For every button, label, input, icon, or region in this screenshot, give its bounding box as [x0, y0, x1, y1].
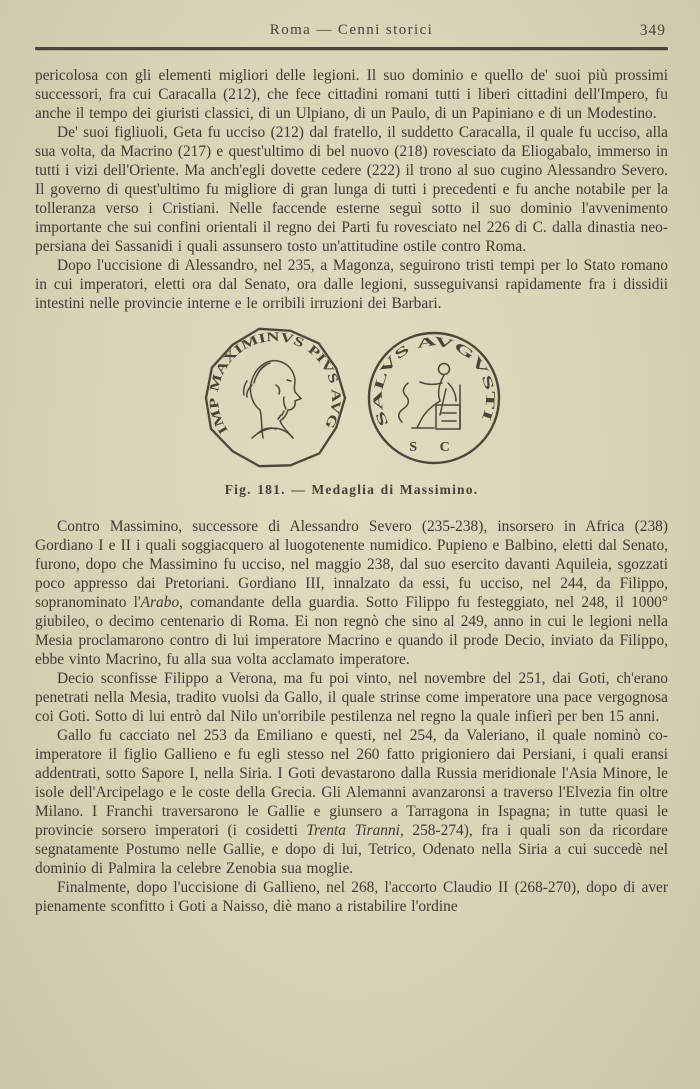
figure-caption: Fig. 181. — Medaglia di Massimino. [224, 482, 479, 497]
text-segment: De' suoi figliuoli, Geta fu ucciso (212) dal fratello, il suddetto Caracalla, il quale fu ucciso, alla sua volta, da Macrino (217) e quest'ultimo di bel nuovo (218) rovesciato da Eliogabalo, immerso in tutti i vizi dell'Oriente. Ma anch'egli dovette cedere (222) il trono al suo cugino Alessandro Severo. Il governo di quest'ultimo fu migliore di gran lunga di tutti i precedenti e fu anche notabile per la tolleranza verso i Cristiani. Nelle faccende esterne seguì sotto il suo dominio l'avvenimento importante che sui confini orientali il regno dei Parti fu rovesciato nel 226 di C. dalla dinastia neo-persiana dei Sassanidi i quali assunsero tosto un'attitudine ostile contro Roma. [35, 124, 668, 255]
paragraphs-before-figure [35, 66, 668, 313]
paragraph-p4 [35, 517, 668, 669]
coin-reverse-illustration [364, 327, 504, 469]
emperor-bust-drawing [243, 361, 300, 438]
svg-text:IMP MAXIMINVS PIVS AVG [205, 329, 344, 437]
paragraphs-after-figure [35, 517, 668, 916]
paragraph-p1 [35, 66, 668, 123]
coin-obverse-legend: IMP MAXIMINVS PIVS AVG [205, 328, 344, 438]
text-segment: Contro Massimino, successore di Alessandro Severo (235-238), insorsero in Africa (238) Gordiano I e II i quali soggiacquero al luogotenente numidico. Pupieno e Balbino, eletti dal Senato, furono, dopo che Massimino fu ucciso, nel maggio 238, dal suo esercito davanti Aquileia, sgozzati poco appresso dai Pretoriani. Gordiano III, innalzato da essi, fu ucciso, nel 244, da Filippo, sopranominato l' [35, 518, 668, 611]
salus-seated-drawing [398, 364, 459, 430]
header-rule [35, 47, 668, 50]
coins-row [35, 325, 668, 471]
coin-obverse-illustration [200, 325, 350, 471]
text-segment: , comandante della guardia. Sotto Filippo fu festeggiato, nel 248, il 1000° giubileo, o decimo centenario di Roma. Ei non regnò che sino al 249, anno in cui le legioni nella Mesia proclamarono contro di lui imperatore Macrino e quando il prode Decio, inviato da Filippo, ebbe vinto Macrino, fu alla sua volta acclamato imperatore. [35, 594, 668, 668]
svg-text:SALVS AVGVSTI [369, 333, 498, 429]
paragraph-p3 [35, 256, 668, 313]
running-head [35, 22, 668, 42]
coin-reverse-legend: SALVS AVGVSTI [369, 333, 498, 429]
text-segment: Decio sconfisse Filippo a Verona, ma fu poi vinto, nel novembre del 251, dai Goti, ch'erano penetrati nella Mesia, tradito vuolsi da Gallo, il quale strinse come imperatore una pace vergognosa coi Goti. Sotto di lui entrò dal Nilo un'orribile pestilenza nel regno la quale infierì per ben 15 anni. [35, 670, 668, 725]
paragraph-p7 [35, 878, 668, 916]
figure-medal [35, 325, 668, 499]
text-segment: Dopo l'uccisione di Alessandro, nel 235, a Magonza, seguirono tristi tempi per lo Stato romano in cui imperatori, eletti ora dal Senato, ora dalle legioni, susseguivansi rapidamente fra i dissidii intestini nelle provincie interne e le orribili irruzioni dei Barbari. [35, 257, 668, 312]
paragraph-p5 [35, 669, 668, 726]
running-head-title: Roma — Cenni storici [269, 22, 434, 38]
text-segment: Gallo fu cacciato nel 253 da Emiliano e questi, nel 254, da Valeriano, il quale nominò co-imperatore il figlio Gallieno e fu egli stesso nel 260 fatto prigioniero dai Persiani, i quali eransi addentrati, sotto Sapore I, nella Siria. I Goti devastarono dalla Russia meridionale l'Asia Minore, le isole dell'Arcipelago e le coste della Grecia. Gli Alemanni avanzaronsi a traverso l'Elvezia fin oltre Milano. I Franchi traversarono le Gallie e giunsero a Tarragona in Ispagna; in tutte quasi le provincie sorsero imperatori (i cosidetti [35, 727, 668, 839]
text-segment: , 258-274), fra i quali son da ricordare segnatamente Postumo nelle Gallie, e dopo di lui, Tetrico, Odenato nella Siria a cui succedè nel dominio di Palmira la celebre Zenobia sua moglie. [35, 822, 668, 877]
italic-text-segment: Trenta Tiranni [306, 822, 400, 839]
coin-reverse-exergue: S C [408, 440, 459, 455]
text-segment: Finalmente, dopo l'uccisione di Gallieno, nel 268, l'accorto Claudio II (268-270), dopo di aver pienamente sconfitto i Goti a Naisso, diè mano a ristabilire l'ordine [35, 879, 668, 915]
paragraph-p6 [35, 726, 668, 878]
text-column [35, 66, 668, 916]
italic-text-segment: Arabo [140, 594, 180, 611]
paragraph-p2 [35, 123, 668, 256]
text-segment: pericolosa con gli elementi migliori delle legioni. Il suo dominio e quello de' suoi più prossimi successori, fra cui Caracalla (212), che fece cittadini romani tutti i liberi cittadini dell'Impero, fu anche il tempo dei giuristi classici, di un Ulpiano, di un Paulo, di un Papiniano e di un Modestino. [35, 67, 668, 122]
page-number: 349 [639, 22, 666, 39]
